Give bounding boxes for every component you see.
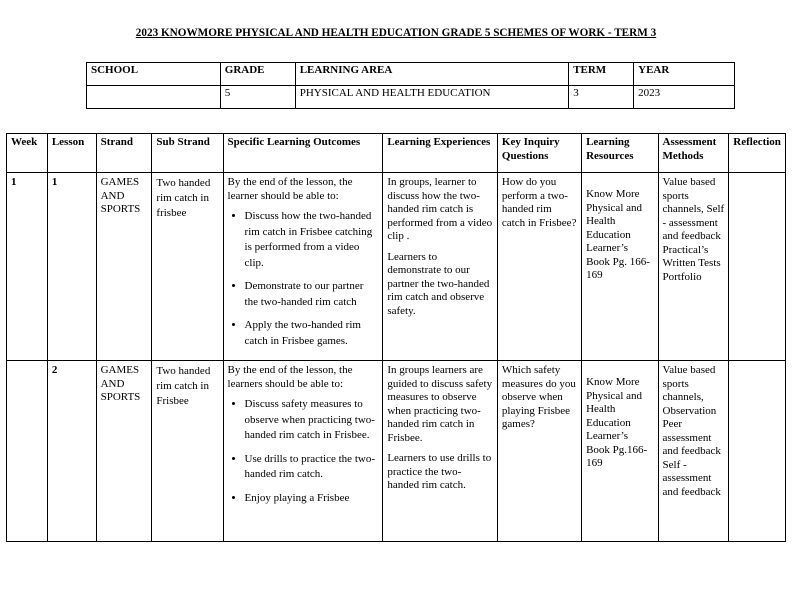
outcome-item: • Discuss how the two-handed rim catch in Frisbee catching is performed from a video clip. [245, 209, 379, 271]
info-value-learning-area: PHYSICAL AND HEALTH EDUCATION [295, 86, 568, 109]
header-experiences: Learning Experiences [383, 134, 498, 173]
experience-item: In groups, learner to discuss how the two-handed rim catch is performed from a video clip . [387, 176, 493, 242]
header-reflection: Reflection [729, 134, 786, 173]
outcomes-intro: By the end of the lesson, the learner should be able to: [227, 176, 353, 202]
outcomes-cell [223, 361, 383, 542]
resources-text: Know More Physical and Health Education Learner’s Book Pg.166-169 [586, 376, 648, 469]
info-value-term: 3 [569, 86, 634, 109]
experiences-cell [383, 173, 498, 361]
info-header-learning-area: LEARNING AREA [295, 63, 568, 86]
table-row [7, 173, 786, 361]
outcome-item: • Use drills to practice the two-handed rim catch. [245, 452, 379, 483]
resources-cell [582, 361, 658, 542]
header-assessment: Assessment Methods [658, 134, 729, 173]
week-cell [7, 361, 48, 542]
header-strand: Strand [96, 134, 152, 173]
outcomes-list [228, 209, 379, 349]
school-info-table [86, 62, 735, 109]
info-value-row [87, 86, 735, 109]
experience-item: Learners to demonstrate to our partner the two-handed rim catch and observe safety. [387, 250, 490, 317]
info-header-school: SCHOOL [87, 63, 221, 86]
outcome-item: • Demonstrate to our partner the two-handed rim catch [245, 279, 379, 310]
outcome-item: • Enjoy playing a Frisbee [245, 491, 379, 507]
sub-strand-cell: Two handed rim catch in frisbee [152, 173, 223, 361]
questions-cell: Which safety measures do you observe when playing Frisbee games? [497, 361, 581, 542]
table-row [7, 361, 786, 542]
header-lesson: Lesson [47, 134, 96, 173]
info-header-term: TERM [569, 63, 634, 86]
info-value-year: 2023 [634, 86, 735, 109]
questions-cell: How do you perform a two-handed rim catch in Frisbee? [497, 173, 581, 361]
header-outcomes: Specific Learning Outcomes [223, 134, 383, 173]
header-week: Week [7, 134, 48, 173]
strand-cell: GAMES AND SPORTS [96, 173, 152, 361]
scheme-of-work-table [6, 133, 786, 542]
resources-cell [582, 173, 658, 361]
reflection-cell [729, 173, 786, 361]
outcomes-intro: By the end of the lesson, the learners should be able to: [227, 364, 353, 390]
info-value-grade: 5 [220, 86, 295, 109]
outcomes-cell [223, 173, 383, 361]
assessment-cell: Value based sports channels, Observation Peer assessment and feedback Self - assessment and feedback [658, 361, 729, 542]
outcome-item: • Apply the two-handed rim catch in Frisbee games. [245, 318, 379, 349]
outcome-item: • Discuss safety measures to observe when practicing two-handed rim catch in Frisbee. [245, 397, 379, 444]
week-cell: 1 [7, 173, 48, 361]
info-header-grade: GRADE [220, 63, 295, 86]
experience-item: In groups learners are guided to discuss safety measures to observe when practicing two-handed rim catch in Frisbee. [387, 364, 493, 444]
header-resources: Learning Resources [582, 134, 658, 173]
sub-strand-cell: Two handed rim catch in Frisbee [152, 361, 223, 542]
lesson-cell: 1 [47, 173, 96, 361]
info-header-row [87, 63, 735, 86]
header-questions: Key Inquiry Questions [497, 134, 581, 173]
experience-item: Learners to use drills to practice the two-handed rim catch. [387, 452, 492, 491]
assessment-cell: Value based sports channels, Self - assessment and feedback Practical’s Written Tests Portfolio [658, 173, 729, 361]
info-header-year: YEAR [634, 63, 735, 86]
info-value-school [87, 86, 221, 109]
reflection-cell [729, 361, 786, 542]
lesson-cell: 2 [47, 361, 96, 542]
outcomes-list [228, 397, 379, 506]
resources-text: Know More Physical and Health Education Learner’s Book Pg. 166-169 [586, 188, 650, 281]
strand-cell: GAMES AND SPORTS [96, 361, 152, 542]
document-title: 2023 KNOWMORE PHYSICAL AND HEALTH EDUCATION GRADE 5 SCHEMES OF WORK - TERM 3 [135, 27, 657, 39]
main-header-row [7, 134, 786, 173]
header-sub-strand: Sub Strand [152, 134, 223, 173]
experiences-cell [383, 361, 498, 542]
